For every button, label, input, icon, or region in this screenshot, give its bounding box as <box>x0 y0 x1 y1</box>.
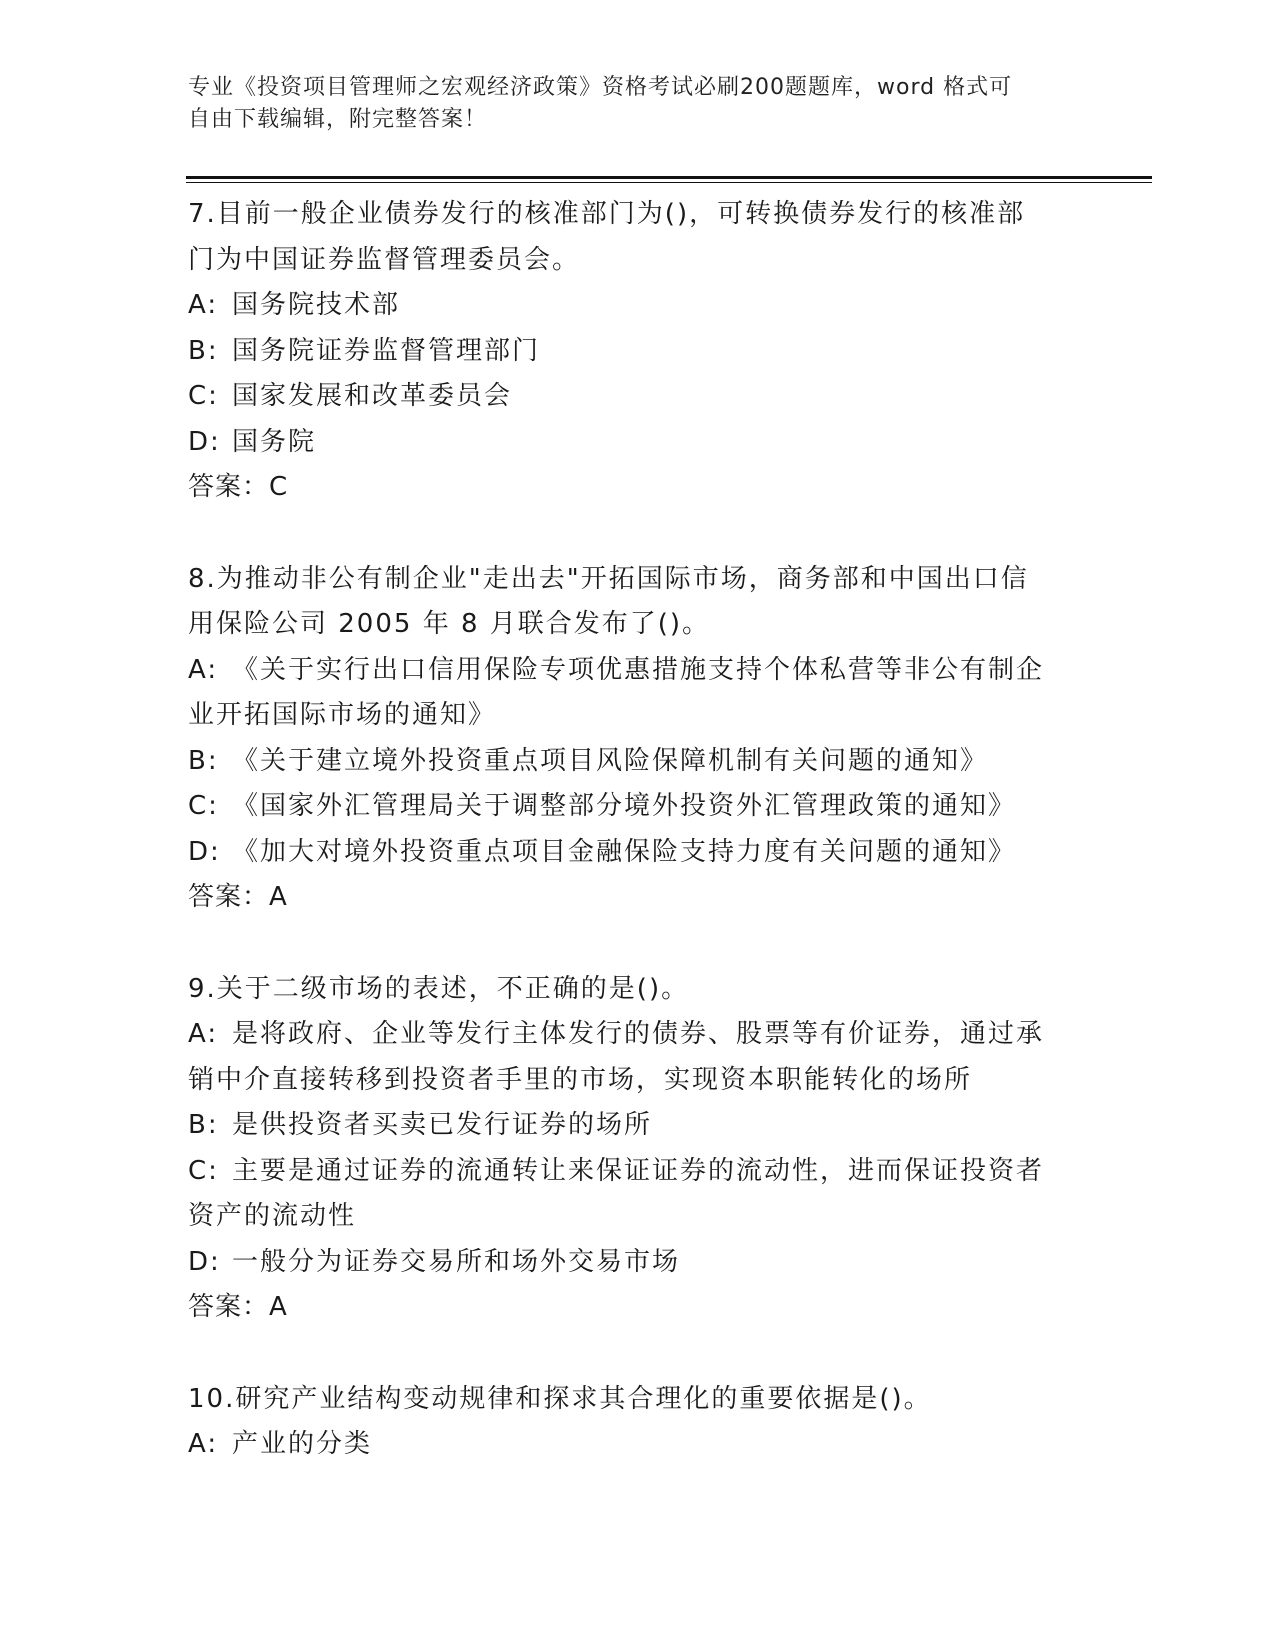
question-stem-line: 用保险公司 2005 年 8 月联合发布了()。 <box>188 609 711 639</box>
option-text: 是将政府、企业等发行主体发行的债券、股票等有价证券，通过承 <box>232 1019 1045 1049</box>
option-text-continued: 资产的流动性 <box>188 1201 357 1231</box>
option-d <box>188 1240 1088 1286</box>
option-letter: D: <box>188 426 221 457</box>
option-b <box>188 1103 1088 1149</box>
question-stem <box>188 967 1088 1013</box>
question-stem-line: 8.为推动非公有制企业"走出去"开拓国际市场，商务部和中国出口信 <box>188 563 1029 594</box>
header-divider-thin <box>186 182 1152 183</box>
answer-value: A <box>269 882 289 912</box>
option-text-continued: 销中介直接转移到投资者手里的市场，实现资本职能转化的场所 <box>188 1064 973 1095</box>
option-c <box>188 784 1088 830</box>
option-a <box>188 1422 1088 1468</box>
option-letter: B: <box>188 335 219 366</box>
option-letter: A: <box>188 654 219 685</box>
question-10 <box>188 1377 1088 1468</box>
answer-line <box>188 1285 1088 1331</box>
option-text: 产业的分类 <box>232 1429 373 1459</box>
document-header <box>188 72 1068 136</box>
option-text: 是供投资者买卖已发行证券的场所 <box>232 1110 653 1140</box>
question-stem-line: 10.研究产业结构变动规律和探求其合理化的重要依据是()。 <box>188 1383 932 1414</box>
answer-value: C <box>269 472 290 502</box>
option-text: 《关于建立境外投资重点项目风险保障机制有关问题的通知》 <box>232 745 989 776</box>
option-text: 主要是通过证券的流通转让来保证证券的流动性，进而保证投资者 <box>232 1155 1045 1186</box>
answer-line <box>188 465 1088 511</box>
option-text: 国务院技术部 <box>232 290 401 320</box>
option-letter: A: <box>188 1019 219 1049</box>
question-stem-line: 门为中国证券监督管理委员会。 <box>188 244 581 275</box>
question-stem-line: 7.目前一般企业债券发行的核准部门为()，可转换债券发行的核准部 <box>188 199 1026 229</box>
question-stem <box>188 1377 1088 1423</box>
question-7 <box>188 192 1088 511</box>
option-d <box>188 830 1088 876</box>
option-text: 《加大对境外投资重点项目金融保险支持力度有关问题的通知》 <box>232 836 1017 867</box>
option-d <box>188 420 1088 466</box>
option-letter: A: <box>188 1429 219 1459</box>
question-9 <box>188 967 1088 1331</box>
option-b <box>188 739 1088 785</box>
option-letter: A: <box>188 290 219 320</box>
option-letter: C: <box>188 1155 219 1186</box>
option-text: 国务院 <box>232 426 317 457</box>
header-divider-thick <box>186 176 1152 179</box>
option-letter: D: <box>188 1246 221 1277</box>
option-text-continued: 业开拓国际市场的通知》 <box>188 700 497 730</box>
option-a <box>188 648 1088 739</box>
option-letter: C: <box>188 791 219 821</box>
option-text: 《关于实行出口信用保险专项优惠措施支持个体私营等非公有制企 <box>232 654 1045 685</box>
option-letter: C: <box>188 381 219 411</box>
question-list <box>188 192 1088 1468</box>
option-a <box>188 1012 1088 1103</box>
option-c <box>188 1149 1088 1240</box>
option-b <box>188 329 1088 375</box>
header-line-2: 自由下载编辑，附完整答案！ <box>188 107 488 132</box>
option-a <box>188 283 1088 329</box>
answer-label: 答案： <box>188 472 270 502</box>
option-letter: B: <box>188 1110 219 1140</box>
question-8 <box>188 557 1088 921</box>
option-text: 国务院证券监督管理部门 <box>232 335 541 366</box>
option-text: 《国家外汇管理局关于调整部分境外投资外汇管理政策的通知》 <box>232 791 1017 821</box>
header-line-1: 专业《投资项目管理师之宏观经济政策》资格考试必刷200题题库，word 格式可 <box>188 75 1013 100</box>
option-text: 国家发展和改革委员会 <box>232 381 513 411</box>
question-stem <box>188 192 1088 283</box>
answer-label: 答案： <box>188 1292 270 1322</box>
option-letter: B: <box>188 745 219 776</box>
question-stem-line: 9.关于二级市场的表述，不正确的是()。 <box>188 973 690 1004</box>
option-c <box>188 374 1088 420</box>
answer-value: A <box>269 1292 289 1322</box>
question-stem <box>188 557 1088 648</box>
answer-line <box>188 875 1088 921</box>
option-letter: D: <box>188 836 221 867</box>
answer-label: 答案： <box>188 882 270 912</box>
option-text: 一般分为证券交易所和场外交易市场 <box>232 1246 681 1277</box>
